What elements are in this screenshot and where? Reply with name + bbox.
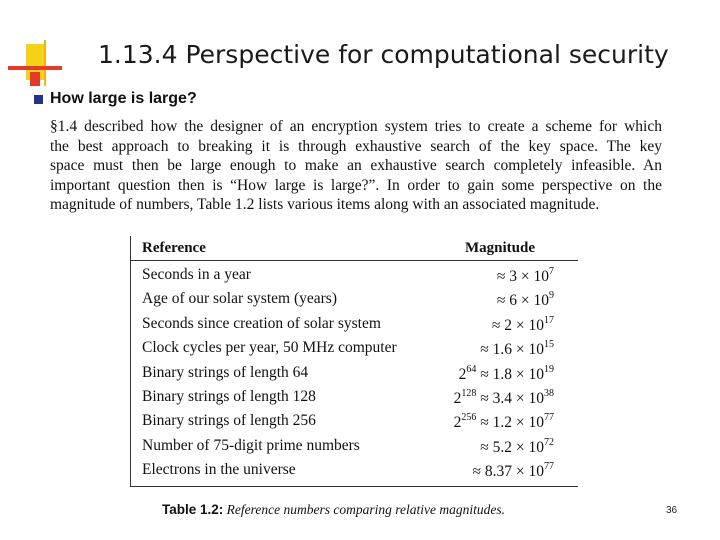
magnitude-exponent: 72 <box>544 436 554 448</box>
header-magnitude: Magnitude <box>465 240 536 256</box>
magnitude-approx: ≈ 1.6 × 10 <box>480 341 544 359</box>
magnitude-exponent: 77 <box>544 461 554 473</box>
cell-reference: Seconds since creation of solar system <box>142 314 381 332</box>
table-header <box>131 236 578 261</box>
magnitude-approx: ≈ 1.8 × 10 <box>476 365 544 383</box>
cell-reference: Electrons in the universe <box>142 461 296 479</box>
magnitude-exponent: 77 <box>544 412 554 424</box>
magnitude-exponent: 19 <box>544 363 554 375</box>
bullet-square-icon <box>34 95 43 104</box>
table-row <box>131 435 578 459</box>
cell-magnitude <box>497 290 554 310</box>
magnitude-prefix: 2 <box>453 414 462 432</box>
magnitude-approx: ≈ 2 × 10 <box>491 316 544 334</box>
table-row <box>131 362 578 386</box>
cell-magnitude <box>459 364 554 384</box>
paragraph-line: the best approach to breaking it is through exhaustive search of the key space. The key <box>50 137 662 155</box>
paragraph-line: important question then is “How large is large?”. In order to gain some perspective on the <box>50 176 662 194</box>
caption-label: Table 1.2: <box>162 502 224 517</box>
table-row <box>131 288 578 312</box>
magnitude-exponent: 15 <box>544 339 554 351</box>
cell-magnitude <box>497 266 554 286</box>
page-number: 36 <box>666 505 678 516</box>
cell-magnitude <box>473 461 555 481</box>
cell-magnitude <box>454 412 554 432</box>
magnitude-approx: ≈ 3 × 10 <box>496 268 549 285</box>
caption-text: Reference numbers comparing relative magnitudes. <box>223 502 505 517</box>
table-row <box>131 459 578 483</box>
slide-title: 1.13.4 Perspective for computational security <box>98 40 669 69</box>
paragraph-line: §1.4 described how the designer of an encryption system tries to create a scheme for which <box>50 118 662 135</box>
magnitude-approx: ≈ 3.4 × 10 <box>476 390 544 407</box>
table-row <box>131 410 578 434</box>
cell-reference: Seconds in a year <box>142 266 251 283</box>
cell-magnitude <box>492 315 554 335</box>
cell-reference: Binary strings of length 256 <box>142 412 316 430</box>
table-row <box>131 313 578 337</box>
magnitude-approx: ≈ 1.2 × 10 <box>476 414 544 432</box>
cell-reference: Clock cycles per year, 50 MHz computer <box>142 339 397 357</box>
cell-reference: Binary strings of length 64 <box>142 363 309 381</box>
bullet-heading: How large is large? <box>50 90 197 107</box>
magnitude-exponent: 17 <box>544 314 554 326</box>
reference-table <box>130 236 578 487</box>
table-caption <box>162 502 505 518</box>
cell-magnitude <box>480 437 554 457</box>
paragraph-line: space must then be large enough to make an exhaustive search completely infeasible. An <box>50 157 662 174</box>
table-row <box>131 337 578 361</box>
magnitude-prefix: 2 <box>453 390 462 407</box>
cell-reference: Number of 75-digit prime numbers <box>142 436 360 454</box>
magnitude-prefix-exponent: 64 <box>466 363 477 375</box>
magnitude-exponent: 7 <box>549 266 554 277</box>
body-paragraph <box>50 117 662 215</box>
decor-red-block <box>30 72 40 86</box>
magnitude-exponent: 38 <box>544 388 554 399</box>
cell-reference: Age of our solar system (years) <box>142 290 337 308</box>
magnitude-prefix: 2 <box>458 365 467 383</box>
decor-red-bar <box>8 66 62 70</box>
magnitude-prefix-exponent: 128 <box>461 388 477 399</box>
magnitude-exponent: 9 <box>549 290 554 302</box>
cell-magnitude <box>454 388 554 408</box>
table-row <box>131 386 578 410</box>
magnitude-approx: ≈ 6 × 10 <box>496 292 549 310</box>
magnitude-approx: ≈ 8.37 × 10 <box>472 463 544 481</box>
decor-orange-line <box>44 40 46 86</box>
table-row <box>131 264 578 288</box>
paragraph-line: magnitude of numbers, Table 1.2 lists various items along with an associated magnitude. <box>50 196 600 213</box>
cell-reference: Binary strings of length 128 <box>142 388 316 405</box>
magnitude-approx: ≈ 5.2 × 10 <box>480 438 544 456</box>
magnitude-prefix-exponent: 256 <box>461 412 477 424</box>
header-reference: Reference <box>142 240 206 256</box>
cell-magnitude <box>480 339 554 359</box>
